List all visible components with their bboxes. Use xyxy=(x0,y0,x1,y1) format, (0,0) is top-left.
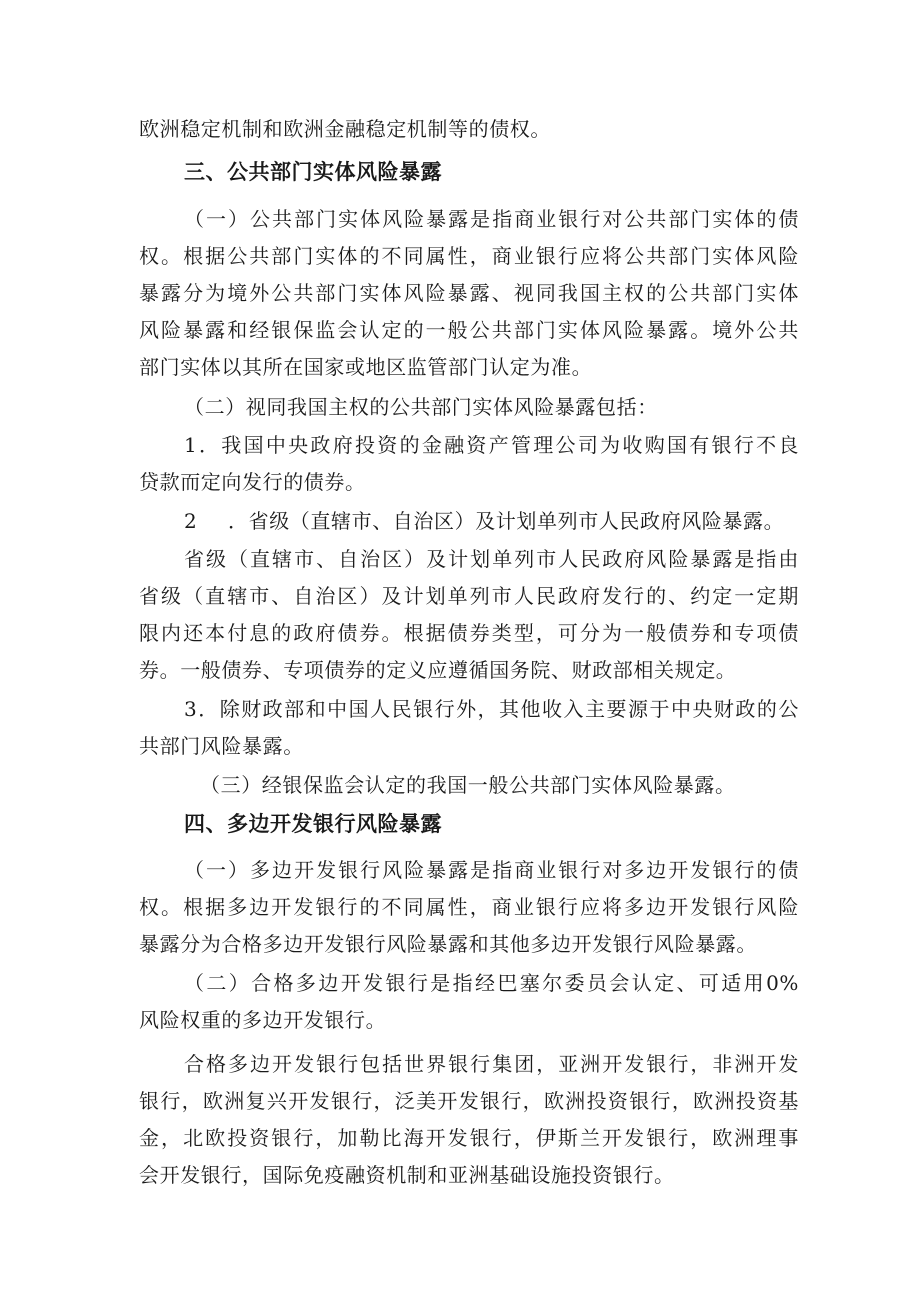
paragraph-line: 1．我国中央政府投资的金融资产管理公司为收购国有银行不良 xyxy=(184,433,799,457)
paragraph-line: 限内还本付息的政府债券。根据债券类型，可分为一般债券和专项债 xyxy=(139,621,799,645)
paragraph-line: 省级（直辖市、自治区）及计划单列市人民政府风险暴露是指由 xyxy=(184,547,799,571)
paragraph-line: 3．除财政部和中国人民银行外，其他收入主要源于中央财政的公 xyxy=(184,697,799,721)
paragraph-line: 部门实体以其所在国家或地区监管部门认定为准。 xyxy=(139,355,593,379)
paragraph-line: 银行，欧洲复兴开发银行，泛美开发银行，欧洲投资银行，欧洲投资基 xyxy=(139,1089,799,1113)
paragraph-line: （三）经银保监会认定的我国一般公共部门实体风险暴露。 xyxy=(200,773,736,797)
paragraph-line: 欧洲稳定机制和欧洲金融稳定机制等的债权。 xyxy=(139,117,551,141)
paragraph-line: （一）公共部门实体风险暴露是指商业银行对公共部门实体的债 xyxy=(184,207,799,231)
paragraph-line: 权。根据多边开发银行的不同属性，商业银行应将多边开发银行风险 xyxy=(139,895,799,919)
paragraph-line: 券。一般债券、专项债券的定义应遵循国务院、财政部相关规定。 xyxy=(139,658,737,682)
paragraph-line: 暴露分为合格多边开发银行风险暴露和其他多边开发银行风险暴露。 xyxy=(139,932,757,956)
list-item-2 xyxy=(184,507,799,535)
list-item-number: 2 xyxy=(184,509,198,533)
paragraph-line: 省级（直辖市、自治区）及计划单列市人民政府发行的、约定一定期 xyxy=(139,584,799,608)
paragraph-line: （二）合格多边开发银行是指经巴塞尔委员会认定、可适用0% xyxy=(184,971,799,995)
paragraph-line: （二）视同我国主权的公共部门实体风险暴露包括： xyxy=(184,395,658,419)
section-heading-4: 四、多边开发银行风险暴露 xyxy=(184,812,442,836)
paragraph-line: （一）多边开发银行风险暴露是指商业银行对多边开发银行的债 xyxy=(184,858,799,882)
paragraph-line: 合格多边开发银行包括世界银行集团，亚洲开发银行，非洲开发 xyxy=(184,1052,799,1076)
section-heading-3: 三、公共部门实体风险暴露 xyxy=(184,160,442,184)
list-item-text: ．省级（直辖市、自治区）及计划单列市人民政府风险暴露。 xyxy=(228,509,785,533)
paragraph-line: 权。根据公共部门实体的不同属性，商业银行应将公共部门实体风险 xyxy=(139,244,799,268)
paragraph-line: 贷款而定向发行的债券。 xyxy=(139,470,366,494)
paragraph-line: 风险权重的多边开发银行。 xyxy=(139,1008,387,1032)
paragraph-line: 风险暴露和经银保监会认定的一般公共部门实体风险暴露。境外公共 xyxy=(139,318,799,342)
paragraph-line: 暴露分为境外公共部门实体风险暴露、视同我国主权的公共部门实体 xyxy=(139,281,799,305)
paragraph-line: 金，北欧投资银行，加勒比海开发银行，伊斯兰开发银行，欧洲理事 xyxy=(139,1126,799,1150)
paragraph-line: 会开发银行，国际免疫融资机制和亚洲基础设施投资银行。 xyxy=(139,1163,675,1187)
paragraph-line: 共部门风险暴露。 xyxy=(139,734,304,758)
